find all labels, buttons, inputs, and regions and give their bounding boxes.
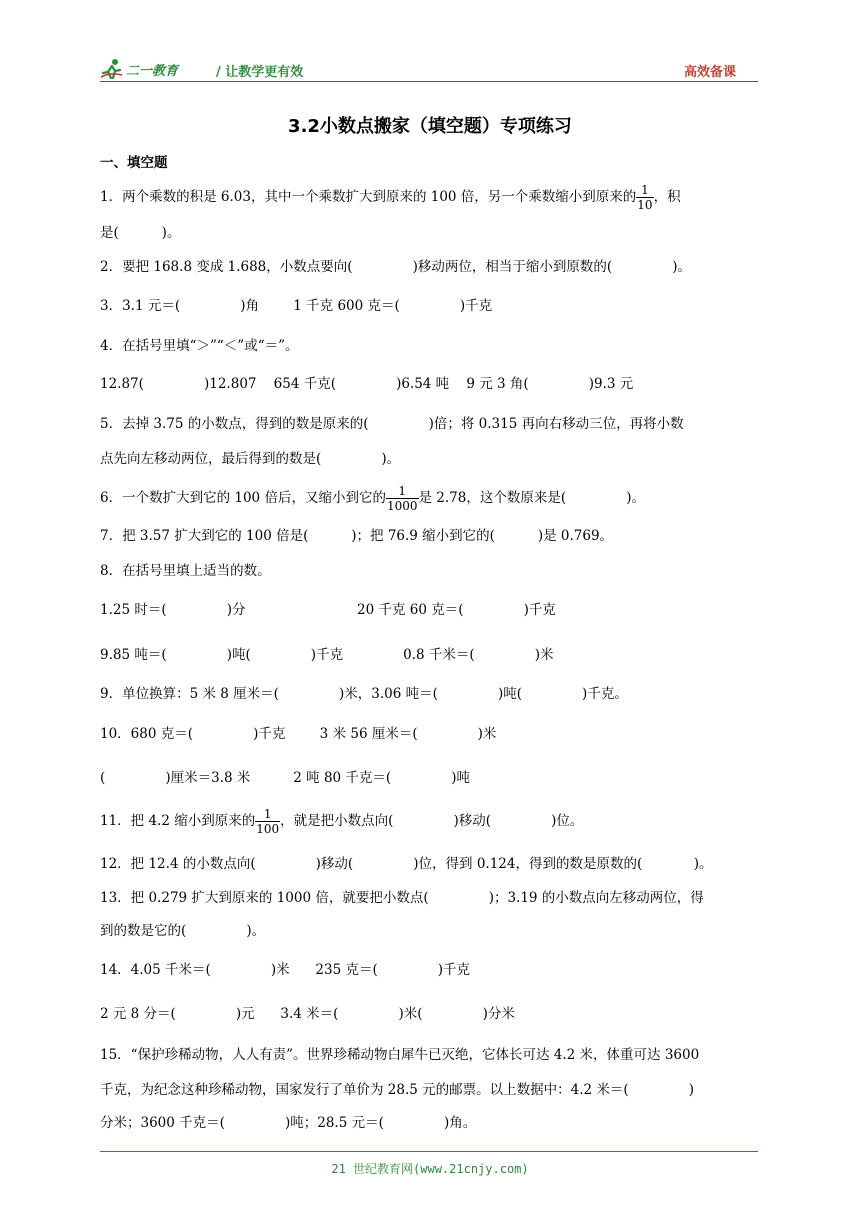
question-6-text: 6．一个数扩大到它的 100 倍后，又缩小到它的 (100, 490, 386, 506)
question-11-text-tail: ，就是把小数点向( )移动( )位。 (280, 813, 584, 829)
header-right-label: 高效备课 (683, 65, 736, 80)
question-6-fraction (386, 484, 419, 513)
page-title: 3.2小数点搬家（填空题）专项练习 (288, 116, 572, 137)
question-1-fraction (636, 183, 653, 212)
question-15-line-3: 分米；3600 千克＝( )吨；28.5 元＝( )角。 (100, 1115, 477, 1131)
site-logo (100, 58, 178, 80)
page-footer: 21 世纪教育网(www.21cnjy.com) (331, 1162, 529, 1176)
question-3: 3．3.1 元＝( )角 1 千克 600 克＝( )千克 (100, 298, 493, 314)
fraction-denominator: 1000 (386, 499, 418, 513)
question-1-line-1 (100, 183, 681, 212)
question-7: 7．把 3.57 扩大到它的 100 倍是( )；把 76.9 缩小到它的( )是 0.769。 (100, 528, 614, 544)
question-1-text: 1．两个乘数的积是 6.03，其中一个乘数扩大到原来的 100 倍，另一个乘数缩小到原来的 (100, 189, 637, 205)
header-slogan: / 让教学更有效 (216, 65, 304, 80)
question-10-row-2: ( )厘米＝3.8 米 2 吨 80 千克＝( )吨 (100, 770, 471, 786)
question-8: 8．在括号里填上适当的数。 (100, 563, 271, 579)
question-11 (100, 807, 583, 836)
question-5-line-1: 5．去掉 3.75 的小数点，得到的数是原来的( )倍；将 0.315 再向右移动三位，再将小数 (100, 416, 684, 432)
question-15-line-2: 千克，为纪念这种珍稀动物，国家发行了单价为 28.5 元的邮票。以上数据中：4.2 米＝( ) (100, 1082, 695, 1098)
question-10-row-1: 10．680 克＝( )千克 3 米 56 厘米＝( )米 (100, 726, 497, 742)
question-6-text-tail: 是 2.78，这个数原来是( )。 (418, 490, 645, 506)
question-9: 9．单位换算：5 米 8 厘米＝( )米，3.06 吨＝( )吨( )千克。 (100, 686, 628, 702)
question-12: 12．把 12.4 的小数点向( )移动( )位，得到 0.124，得到的数是原数的( )。 (100, 856, 713, 872)
question-11-fraction (255, 807, 280, 836)
question-4: 4．在括号里填“＞”“＜”或“＝”。 (100, 338, 299, 354)
question-2: 2．要把 168.8 变成 1.688，小数点要向( )移动两位，相当于缩小到原数的( )。 (100, 259, 691, 275)
running-figure-icon (100, 58, 124, 80)
question-13-line-2: 到的数是它的( )。 (100, 923, 266, 939)
section-heading: 一、填空题 (100, 155, 168, 171)
question-14-row-2: 2 元 8 分＝( )元 3.4 米＝( )米( )分米 (100, 1006, 515, 1022)
fraction-denominator: 10 (637, 198, 653, 212)
question-11-text: 11．把 4.2 缩小到原来的 (100, 813, 256, 829)
fraction-numerator: 1 (398, 484, 407, 498)
question-4-row: 12.87( )12.807 654 千克( )6.54 吨 9 元 3 角( )9.3 元 (100, 376, 634, 392)
question-6 (100, 484, 645, 513)
fraction-numerator: 1 (263, 807, 272, 821)
footer-divider (100, 1151, 758, 1152)
question-8-row-1: 1.25 时＝( )分 20 千克 60 克＝( )千克 (100, 602, 556, 618)
logo-text: 二一教育 (126, 63, 179, 79)
question-1-text-tail: ，积 (653, 189, 681, 205)
fraction-numerator: 1 (641, 183, 649, 197)
fraction-denominator: 100 (256, 822, 280, 836)
question-15-line-1: 15．“保护珍稀动物，人人有责”。世界珍稀动物白犀牛已灭绝，它体长可达 4.2 米，体重可达 3600 (100, 1047, 700, 1063)
page-header (100, 58, 758, 82)
header-divider (100, 81, 758, 82)
question-5-line-2: 点先向左移动两位，最后得到的数是( )。 (100, 451, 401, 467)
question-1-line-2: 是( )。 (100, 225, 181, 241)
question-8-row-2: 9.85 吨＝( )吨( )千克 0.8 千米＝( )米 (100, 647, 554, 663)
question-13-line-1: 13．把 0.279 扩大到原来的 1000 倍，就要把小数点( )；3.19 的小数点向左移动两位，得 (100, 890, 704, 906)
question-14-row-1: 14．4.05 千米＝( )米 235 克＝( )千克 (100, 962, 471, 978)
